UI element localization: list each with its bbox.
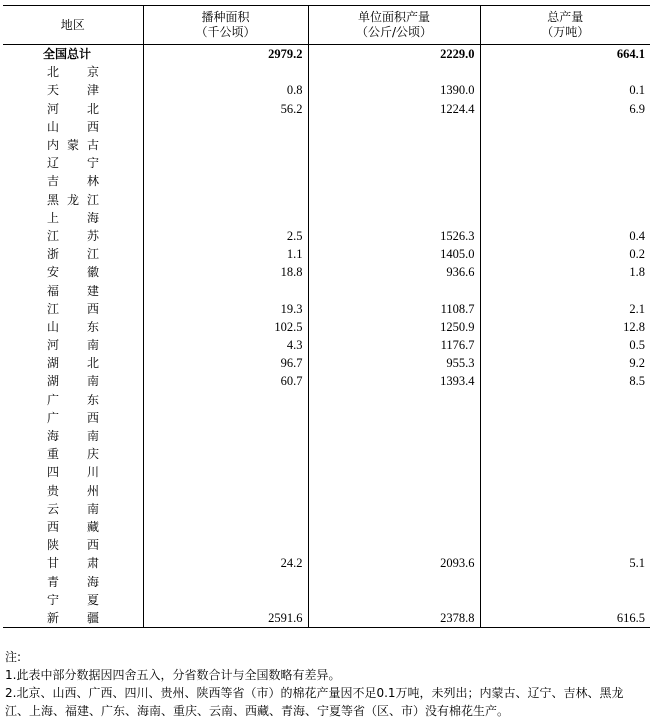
region-name-chars: [47, 591, 99, 609]
region-name: [3, 536, 143, 554]
table-row: [3, 281, 650, 299]
region-name: [3, 591, 143, 609]
cell-output: 12.8: [480, 318, 650, 336]
cell-area: 19.3: [143, 300, 308, 318]
table-row: [3, 209, 650, 227]
region-name: [3, 100, 143, 118]
region-name-chars: [47, 427, 99, 445]
cell-output: [480, 463, 650, 481]
region-name-char: 疆: [86, 610, 99, 625]
region-name: [3, 154, 143, 172]
region-name: [3, 445, 143, 463]
header-area: [143, 6, 308, 45]
region-name-char: 北: [47, 65, 60, 80]
table-row: [3, 554, 650, 572]
region-name-chars: [47, 118, 99, 136]
table-row: [3, 391, 650, 409]
region-name: [3, 263, 143, 281]
region-name-char: 甘: [47, 556, 60, 571]
region-name-char: 州: [86, 483, 99, 498]
table-row: [3, 427, 650, 445]
region-name-char: 宁: [47, 592, 60, 607]
region-name-char: 南: [86, 429, 99, 444]
cell-output: [480, 191, 650, 209]
region-name-chars: [47, 518, 99, 536]
region-name: [3, 281, 143, 299]
region-name-char: 辽: [47, 156, 60, 171]
region-name-char: 南: [86, 374, 99, 389]
table-row: [3, 118, 650, 136]
cell-area: [143, 445, 308, 463]
region-name-chars: [47, 554, 99, 572]
cell-area: 2591.6: [143, 609, 308, 628]
cell-yield: 1108.7: [308, 300, 480, 318]
cell-yield: 2093.6: [308, 554, 480, 572]
cell-area: [143, 136, 308, 154]
total-yield: 2229.0: [308, 45, 480, 64]
total-area: 2979.2: [143, 45, 308, 64]
cell-output: 0.1: [480, 81, 650, 99]
cell-area: [143, 500, 308, 518]
header-output-title: 总产量: [547, 10, 584, 24]
region-name: [3, 554, 143, 572]
region-name-char: 山: [47, 319, 60, 334]
cell-output: [480, 409, 650, 427]
region-name-char: 海: [86, 574, 99, 589]
region-name-chars: [47, 154, 99, 172]
region-name-char: 西: [86, 538, 99, 553]
cell-yield: [308, 518, 480, 536]
cell-yield: [308, 463, 480, 481]
cell-yield: 2378.8: [308, 609, 480, 628]
region-name-char: 青: [47, 574, 60, 589]
region-name: [3, 300, 143, 318]
region-name-char: 东: [86, 319, 99, 334]
cell-yield: [308, 572, 480, 590]
cell-yield: [308, 409, 480, 427]
cell-area: [143, 391, 308, 409]
region-name: [3, 118, 143, 136]
cell-area: 18.8: [143, 263, 308, 281]
table-row: [3, 518, 650, 536]
table-row: [3, 245, 650, 263]
cell-output: [480, 172, 650, 190]
region-name-char: 西: [86, 410, 99, 425]
region-name: [3, 463, 143, 481]
cell-output: [480, 482, 650, 500]
cotton-table-container: [3, 5, 650, 628]
region-name-char: 吉: [47, 174, 60, 189]
region-name-char: 浙: [47, 247, 60, 262]
region-name: [3, 81, 143, 99]
cell-area: [143, 191, 308, 209]
region-name: [3, 191, 143, 209]
region-name: [3, 427, 143, 445]
cell-output: [480, 136, 650, 154]
cell-output: 0.4: [480, 227, 650, 245]
cell-yield: 1250.9: [308, 318, 480, 336]
region-name-char: 北: [86, 356, 99, 371]
footnotes: [5, 648, 647, 720]
cell-output: [480, 518, 650, 536]
region-name-char: 徽: [86, 265, 99, 280]
table-row: [3, 372, 650, 390]
region-name: [3, 518, 143, 536]
region-name-char: 古: [86, 138, 99, 153]
region-name: [3, 500, 143, 518]
region-name-char: 建: [86, 283, 99, 298]
cell-output: [480, 63, 650, 81]
total-output: 664.1: [480, 45, 650, 64]
table-row: [3, 100, 650, 118]
region-name-char: 广: [47, 392, 60, 407]
cell-area: 96.7: [143, 354, 308, 372]
region-name-char: 四: [47, 465, 60, 480]
cell-area: [143, 118, 308, 136]
table-row-total: [3, 45, 650, 64]
table-row: [3, 227, 650, 245]
cell-area: 60.7: [143, 372, 308, 390]
cell-yield: 1405.0: [308, 245, 480, 263]
cell-yield: [308, 136, 480, 154]
region-name-chars: [47, 100, 99, 118]
region-name-chars: [47, 482, 99, 500]
cell-yield: [308, 172, 480, 190]
cell-output: [480, 281, 650, 299]
region-name-chars: [47, 372, 99, 390]
table-row: [3, 482, 650, 500]
region-name: [3, 391, 143, 409]
region-name: [3, 172, 143, 190]
region-name-chars: [47, 536, 99, 554]
region-name: [3, 354, 143, 372]
cell-yield: 955.3: [308, 354, 480, 372]
cell-yield: 1176.7: [308, 336, 480, 354]
region-name-char: 贵: [47, 483, 60, 498]
region-name-chars: [47, 81, 99, 99]
region-name-chars: [47, 354, 99, 372]
table-row: [3, 263, 650, 281]
cell-output: 0.5: [480, 336, 650, 354]
cell-area: [143, 281, 308, 299]
region-name-char: 北: [86, 101, 99, 116]
header-area-title: 播种面积: [201, 10, 250, 24]
table-row: [3, 191, 650, 209]
region-name-char: 江: [47, 301, 60, 316]
region-name-char: 福: [47, 283, 60, 298]
cotton-production-table: [3, 5, 650, 628]
table-row: [3, 536, 650, 554]
region-name-chars: [47, 191, 99, 209]
region-name-char: 安: [47, 265, 60, 280]
region-name: [3, 336, 143, 354]
table-header: [3, 6, 650, 45]
cell-output: [480, 209, 650, 227]
region-name-char: 江: [47, 228, 60, 243]
cell-area: 4.3: [143, 336, 308, 354]
table-row: [3, 609, 650, 628]
table-row: [3, 336, 650, 354]
table-row: [3, 172, 650, 190]
cell-yield: [308, 154, 480, 172]
region-name-chars: [47, 172, 99, 190]
cell-output: [480, 391, 650, 409]
region-name-char: 海: [86, 210, 99, 225]
cell-yield: 1393.4: [308, 372, 480, 390]
region-name: [3, 136, 143, 154]
region-name-char: 南: [86, 501, 99, 516]
region-name-char: 新: [47, 610, 60, 625]
region-name-char: 林: [86, 174, 99, 189]
cell-area: [143, 209, 308, 227]
cell-yield: [308, 118, 480, 136]
table-row: [3, 445, 650, 463]
region-name-char: 龙: [66, 192, 79, 207]
cell-yield: [308, 209, 480, 227]
cell-output: [480, 445, 650, 463]
header-region: 地区: [3, 6, 143, 45]
cell-area: [143, 572, 308, 590]
cell-yield: [308, 191, 480, 209]
region-name-chars: [47, 500, 99, 518]
region-name-chars: [47, 445, 99, 463]
table-row: [3, 300, 650, 318]
cell-yield: [308, 427, 480, 445]
region-name-char: 天: [47, 83, 60, 98]
header-area-unit: （千公顷）: [195, 25, 256, 39]
region-name-char: 山: [47, 119, 60, 134]
region-name-chars: [47, 263, 99, 281]
cell-area: 56.2: [143, 100, 308, 118]
cell-output: 1.8: [480, 263, 650, 281]
region-name-char: 云: [47, 501, 60, 516]
header-yield: [308, 6, 480, 45]
table-row: [3, 318, 650, 336]
cell-yield: [308, 391, 480, 409]
table-row: [3, 136, 650, 154]
cell-yield: [308, 536, 480, 554]
region-name-char: 京: [86, 65, 99, 80]
table-row: [3, 354, 650, 372]
header-output-unit: （万吨）: [541, 25, 590, 39]
table-row: [3, 463, 650, 481]
region-name-char: 江: [86, 247, 99, 262]
region-name-chars: [47, 63, 99, 81]
cell-yield: [308, 63, 480, 81]
cell-output: 2.1: [480, 300, 650, 318]
cell-area: [143, 482, 308, 500]
region-name-chars: [47, 609, 99, 627]
region-name-char: 南: [86, 338, 99, 353]
region-name-char: 庆: [86, 447, 99, 462]
region-name: [3, 318, 143, 336]
region-name-chars: [47, 209, 99, 227]
cell-yield: 936.6: [308, 263, 480, 281]
cell-output: 6.9: [480, 100, 650, 118]
cell-yield: 1224.4: [308, 100, 480, 118]
region-name-char: 湖: [47, 356, 60, 371]
cell-area: [143, 154, 308, 172]
region-name-char: 西: [86, 301, 99, 316]
region-name-char: 内: [47, 138, 60, 153]
region-name-char: 东: [86, 392, 99, 407]
region-name-char: 广: [47, 410, 60, 425]
cell-area: [143, 591, 308, 609]
cell-output: 9.2: [480, 354, 650, 372]
header-output: [480, 6, 650, 45]
footnote-title: 注:: [5, 650, 22, 664]
region-name-char: 宁: [86, 156, 99, 171]
region-name-chars: [47, 318, 99, 336]
region-name-char: 河: [47, 338, 60, 353]
region-name-char: 陕: [47, 538, 60, 553]
region-name-char: 蒙: [66, 138, 79, 153]
region-name-char: 湖: [47, 374, 60, 389]
cell-area: 0.8: [143, 81, 308, 99]
cell-output: [480, 572, 650, 590]
cell-yield: [308, 482, 480, 500]
region-name-chars: [47, 300, 99, 318]
header-yield-unit: （公斤/公顷）: [355, 25, 433, 39]
table-row: [3, 154, 650, 172]
cell-area: [143, 536, 308, 554]
footnote-1: 1.此表中部分数据因四舍五入，分省数合计与全国数略有差异。: [5, 668, 341, 682]
cell-area: 1.1: [143, 245, 308, 263]
region-name-char: 津: [86, 83, 99, 98]
region-name-char: 苏: [86, 228, 99, 243]
region-name: [3, 572, 143, 590]
cell-area: [143, 172, 308, 190]
region-name: [3, 372, 143, 390]
region-name-char: 西: [86, 119, 99, 134]
region-name-chars: [47, 227, 99, 245]
table-row: [3, 409, 650, 427]
table-row: [3, 591, 650, 609]
cell-area: [143, 63, 308, 81]
cell-yield: [308, 445, 480, 463]
region-name-chars: [47, 336, 99, 354]
cell-yield: [308, 591, 480, 609]
cell-area: 102.5: [143, 318, 308, 336]
cell-area: [143, 409, 308, 427]
table-body: [3, 45, 650, 628]
region-name-chars: [47, 136, 99, 154]
table-row: [3, 63, 650, 81]
cell-area: 2.5: [143, 227, 308, 245]
region-name-chars: [47, 573, 99, 591]
region-name-char: 川: [86, 465, 99, 480]
region-name: [3, 482, 143, 500]
region-name-chars: [47, 282, 99, 300]
region-name-char: 重: [47, 447, 60, 462]
region-name-char: 藏: [86, 519, 99, 534]
cell-output: 616.5: [480, 609, 650, 628]
region-name-chars: [47, 391, 99, 409]
region-name-char: 夏: [86, 592, 99, 607]
cell-area: 24.2: [143, 554, 308, 572]
footnote-2: 2.北京、山西、广西、四川、贵州、陕西等省（市）的棉花产量因不足0.1万吨，未列出；内蒙古、辽宁、吉林、黑龙江、上海、福建、广东、海南、重庆、云南、西藏、青海、宁夏等省（区、市）没有棉花生产。: [5, 686, 624, 718]
region-name: [3, 409, 143, 427]
region-name-chars: [47, 245, 99, 263]
cell-output: [480, 591, 650, 609]
region-name: [3, 63, 143, 81]
cell-output: 8.5: [480, 372, 650, 390]
cell-output: [480, 118, 650, 136]
cell-yield: [308, 500, 480, 518]
cell-area: [143, 427, 308, 445]
cell-output: 5.1: [480, 554, 650, 572]
region-name-char: 江: [86, 192, 99, 207]
table-row: [3, 81, 650, 99]
table-row: [3, 572, 650, 590]
total-label: 全国总计: [43, 47, 92, 62]
region-name-chars: [47, 409, 99, 427]
region-name-char: 海: [47, 429, 60, 444]
cell-output: [480, 500, 650, 518]
cell-area: [143, 518, 308, 536]
cell-output: [480, 427, 650, 445]
cell-output: [480, 536, 650, 554]
cell-yield: [308, 281, 480, 299]
region-name-chars: [47, 463, 99, 481]
cell-output: 0.2: [480, 245, 650, 263]
cell-yield: 1526.3: [308, 227, 480, 245]
cell-output: [480, 154, 650, 172]
region-name-char: 黑: [47, 192, 60, 207]
region-name: [3, 209, 143, 227]
region-name: [3, 245, 143, 263]
region-name-char: 上: [47, 210, 60, 225]
header-yield-title: 单位面积产量: [357, 10, 430, 24]
region-name-char: 西: [47, 519, 60, 534]
region-name-char: 肃: [86, 556, 99, 571]
region-name-char: 河: [47, 101, 60, 116]
region-name: [3, 227, 143, 245]
table-row: [3, 500, 650, 518]
cell-yield: 1390.0: [308, 81, 480, 99]
cell-area: [143, 463, 308, 481]
region-name: [3, 609, 143, 628]
